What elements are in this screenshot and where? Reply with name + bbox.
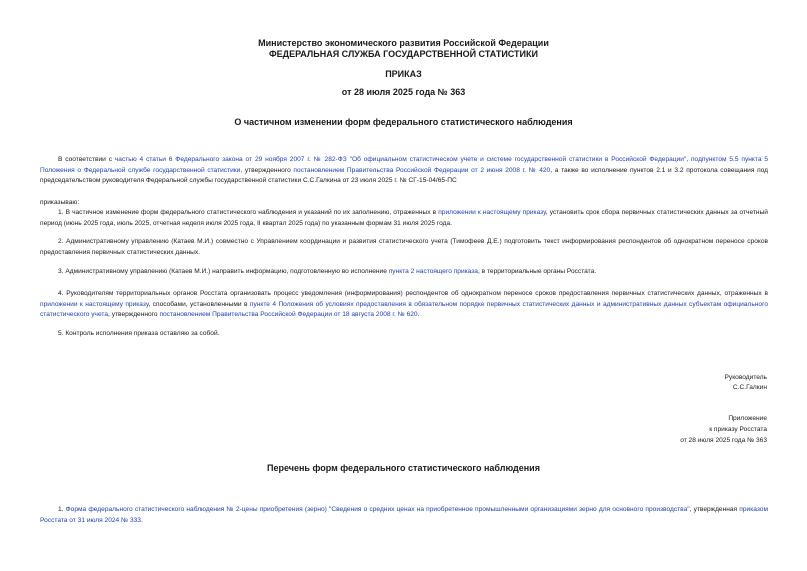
intro-text-2: , — [686, 156, 691, 163]
appendix-link-2[interactable]: приложении к настоящему приказу — [40, 300, 149, 308]
entry-text-b: . — [140, 516, 143, 524]
item-1-text-a: 1. В частичное изменение форм федерального статистического наблюдения и указаний по их заполнению, отраженных в — [58, 209, 439, 216]
item-4-text-b: , способами, установленными в — [148, 300, 250, 308]
appendix-link[interactable]: приложении к настоящему приказу — [438, 209, 546, 216]
intro-text-4: , а также во исполнение пунктов 2.1 и 3.2 протокола совещания под председательством руководителя Федеральной службы государственной статистики С.С.Галкина от 23 июля 2025 г. № СГ-15-04/65-ПС — [40, 166, 769, 184]
signature-name: С.С.Галкин — [732, 384, 767, 391]
item-5: 5. Контроль исполнения приказа оставляю за собой. — [58, 330, 220, 337]
item-4 — [40, 289, 768, 321]
entry-number: 1. — [58, 506, 66, 513]
order-333-link[interactable]: приказом Росстата от 31 июля 2024 № 333 — [40, 506, 768, 524]
doc-type: ПРИКАЗ — [385, 69, 422, 79]
law-link[interactable]: частью 4 статьи 6 Федерального закона от 29 ноября 2007 г. № 282-ФЗ "Об официальном статистическом учете и системе государственной статистики в Российской Федерации" — [114, 156, 687, 163]
doc-title: О частичном изменении форм федерального статистического наблюдения — [234, 117, 573, 127]
appendix-date: от 28 июля 2025 года № 363 — [680, 437, 767, 444]
intro-text-3: , утвержденного — [240, 166, 294, 174]
item-1 — [40, 208, 768, 229]
item-3-text-b: , в территориальные органы Росстата. — [477, 268, 597, 275]
item-4-text-a: 4. Руководителям территориальных органов Росстата организовать процесс уведомления (информирования) респондентов об однократном переносе сроков предоставления первичных статистических данных, отраженных в — [58, 290, 768, 297]
ministry-name: Министерство экономического развития Российской Федерации — [258, 38, 549, 48]
order-word: приказываю: — [40, 199, 80, 206]
decree-620-link[interactable]: постановлением Правительства Российской Федерации от 18 августа 2008 г. № 620 — [159, 311, 418, 318]
item-3 — [40, 267, 768, 278]
provision-link[interactable]: пункте 4 Положения об условиях предоставления в обязательном порядке первичных статистических данных и административных данных субъектам официального статистического учета — [40, 300, 768, 318]
appendix-entry-1 — [40, 505, 768, 526]
item-1-text-b: , установить срок сбора первичных статистических данных за отчетный период (июнь 2025 года, июль 2025, отчетная неделя июля 2025 года, II квартал 2025 года) по указанным формам 31 июля 2025 года. — [40, 209, 768, 227]
signature-role: Руководитель — [724, 374, 767, 381]
entry-text-a: , утвержденная — [689, 506, 740, 513]
service-name: ФЕДЕРАЛЬНАЯ СЛУЖБА ГОСУДАРСТВЕННОЙ СТАТИСТИКИ — [269, 49, 538, 59]
item-4-text-c: , утвержденного — [108, 311, 160, 318]
item-2-ref-link[interactable]: пункта 2 настоящего приказа — [388, 268, 478, 275]
regulation-link[interactable]: подпунктом 5.5 пункта 5 Положения о Федеральной службе государственной статистики — [40, 156, 769, 174]
intro-paragraph — [40, 155, 768, 187]
government-decree-link[interactable]: постановлением Правительства Российской Федерации от 2 июня 2008 г. № 420 — [293, 166, 551, 174]
appendix-title: Перечень форм федерального статистического наблюдения — [267, 463, 540, 473]
item-4-text-d: . — [417, 311, 420, 318]
appendix-ref: к приказу Росстата — [709, 426, 767, 433]
doc-date-number: от 28 июля 2025 года № 363 — [341, 87, 466, 97]
intro-text-1: В соответствии с — [58, 156, 115, 163]
form-link[interactable]: Форма федерального статистического наблюдения № 2-цены приобретения (зерно) "Сведения о средних ценах на приобретенное промышленными организациями зерно для основного производства" — [65, 506, 690, 513]
item-3-text-a: 3. Административному управлению (Катаев М.И.) направить информацию, подготовленную во исполнение — [58, 268, 389, 275]
appendix-label: Приложение — [728, 415, 767, 422]
item-2: 2. Административному управлению (Катаев М.И.) совместно с Управлением координации и развития статистического учета (Тимофеев Д.Е.) подготовить текст информирования респондентов об однократном переносе сроков предоставления первичных статистических данных. — [40, 238, 768, 256]
